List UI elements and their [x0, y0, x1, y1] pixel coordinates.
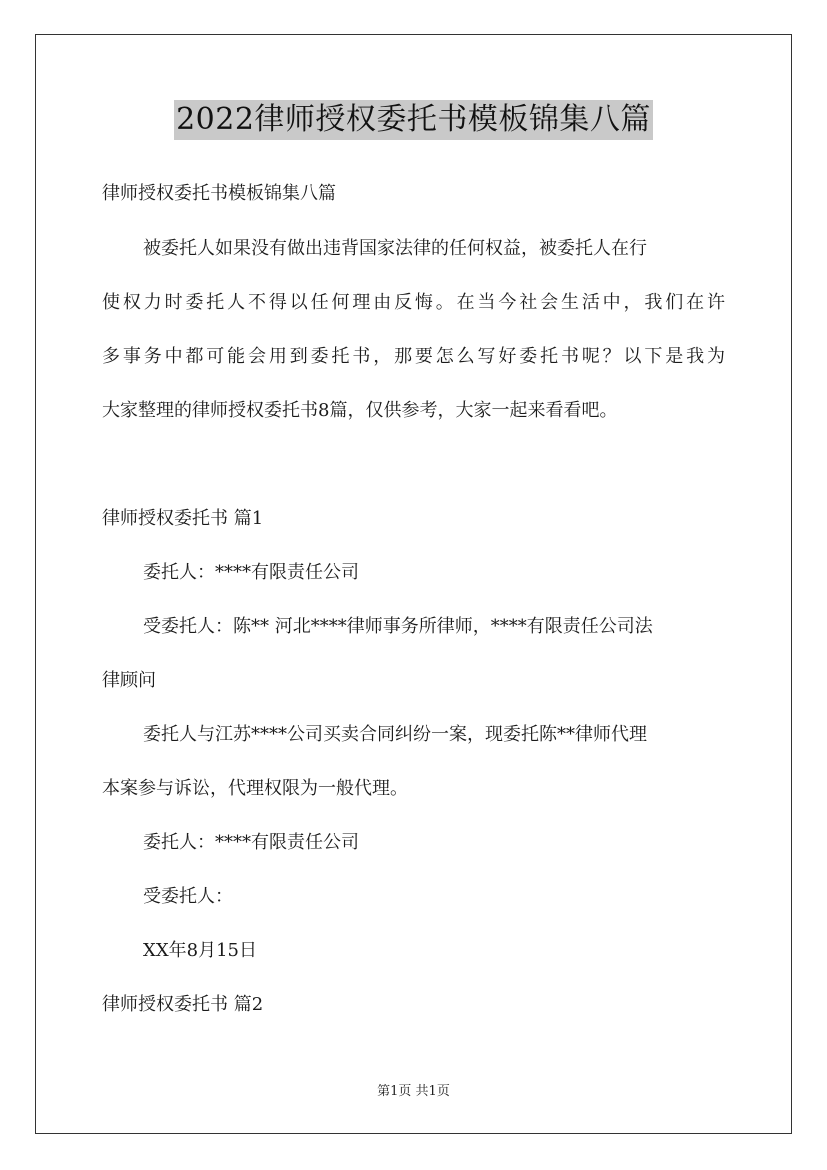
intro-line-4: 大家整理的律师授权委托书8篇，仅供参考，大家一起来看看吧。 — [102, 400, 618, 421]
section-1-heading: 律师授权委托书 篇1 — [102, 508, 264, 529]
section-1-principal: 委托人：****有限责任公司 — [143, 562, 359, 583]
document-title: 2022律师授权委托书模板锦集八篇 — [174, 100, 653, 140]
section-2-heading: 律师授权委托书 篇2 — [102, 994, 264, 1015]
section-1-agent-line-2: 律顾问 — [102, 670, 156, 691]
title-container — [0, 100, 827, 140]
section-1-sign-agent: 受委托人： — [143, 886, 233, 907]
intro-line-1: 被委托人如果没有做出违背国家法律的任何权益，被委托人在行 — [143, 238, 647, 259]
section-1-agent-line-1: 受委托人：陈** 河北****律师事务所律师，****有限责任公司法 — [143, 616, 653, 637]
section-1-body-line-1: 委托人与江苏****公司买卖合同纠纷一案，现委托陈**律师代理 — [143, 724, 647, 745]
section-1-body-line-2: 本案参与诉讼，代理权限为一般代理。 — [102, 778, 408, 799]
section-1-sign-principal: 委托人：****有限责任公司 — [143, 832, 359, 853]
document-subtitle: 律师授权委托书模板锦集八篇 — [102, 183, 336, 204]
intro-line-2: 使权力时委托人不得以任何理由反悔。在当今社会生活中，我们在许 — [102, 292, 725, 313]
page-footer: 第1页 共1页 — [377, 1084, 450, 1099]
intro-line-3: 多事务中都可能会用到委托书，那要怎么写好委托书呢？以下是我为 — [102, 346, 725, 367]
section-1-date: XX年8月15日 — [143, 940, 257, 961]
